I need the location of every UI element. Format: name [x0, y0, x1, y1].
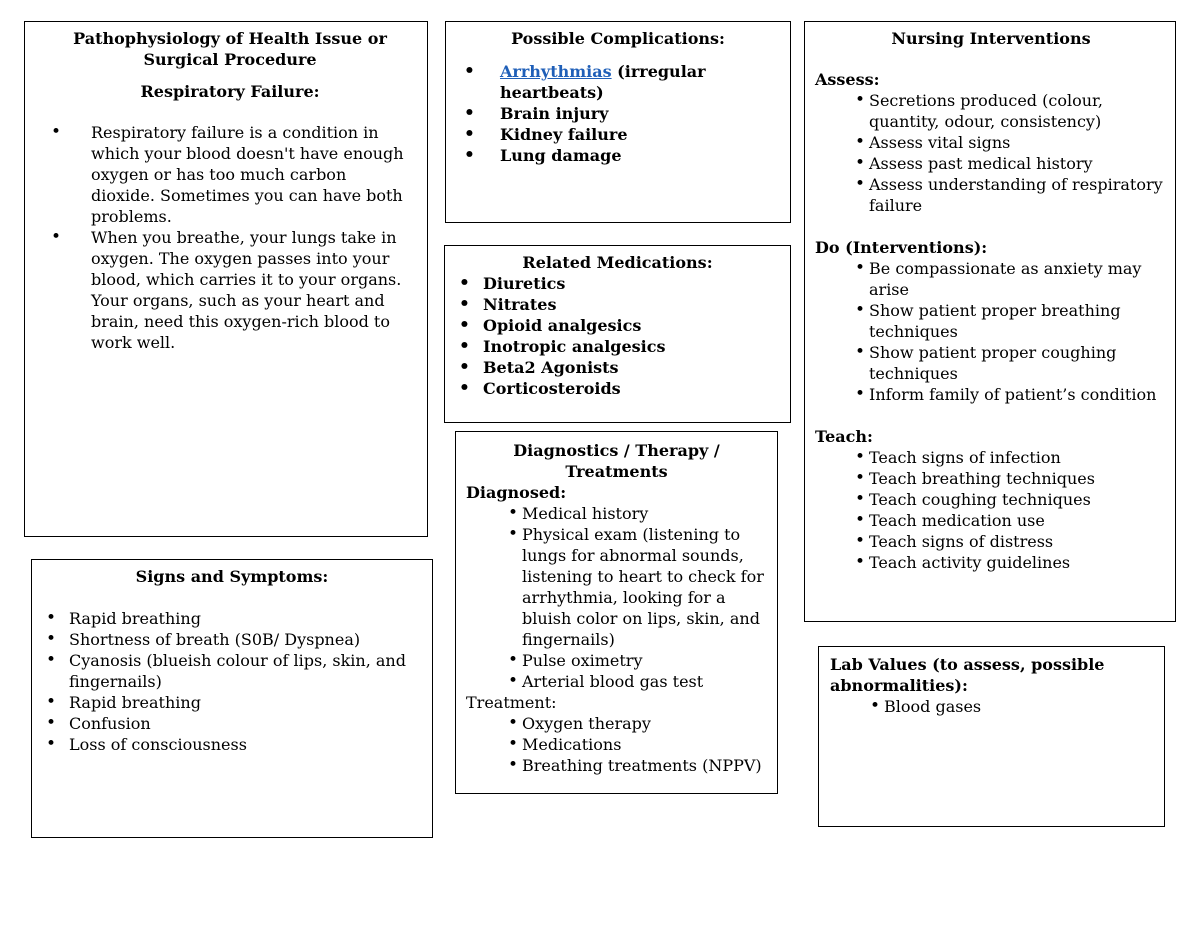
medications-list — [453, 273, 782, 399]
arrhythmias-link[interactable]: Arrhythmias — [500, 62, 612, 81]
arrhythmias-description: (irregular heartbeats) — [500, 62, 706, 102]
list-item: • Teach coughing techniques — [849, 489, 1167, 510]
diagnosed-list — [466, 503, 767, 692]
list-item — [458, 61, 778, 103]
list-item: • Teach signs of infection — [849, 447, 1167, 468]
pathophysiology-title: Pathophysiology of Health Issue or Surgical Procedure — [73, 29, 387, 69]
list-item: • Inotropic analgesics — [453, 336, 782, 357]
respiratory-failure-heading: Respiratory Failure: — [140, 82, 320, 101]
list-item: • Teach medication use — [849, 510, 1167, 531]
list-item: • Shortness of breath (S0B/ Dyspnea) — [40, 629, 424, 650]
list-item: • Oxygen therapy — [502, 713, 767, 734]
lab-values-title: Lab Values (to assess, possible abnormalities): — [830, 655, 1105, 695]
list-item: • Be compassionate as anxiety may arise — [849, 258, 1167, 300]
list-item: • Nitrates — [453, 294, 782, 315]
list-item: • Rapid breathing — [40, 692, 424, 713]
list-item: • Breathing treatments (NPPV) — [502, 755, 767, 776]
teach-label: Teach: — [815, 427, 873, 446]
signs-symptoms-title: Signs and Symptoms: — [135, 567, 329, 586]
signs-symptoms-list — [40, 608, 424, 755]
nursing-interventions-title: Nursing Interventions — [891, 29, 1091, 48]
list-item: • Corticosteroids — [453, 378, 782, 399]
list-item: • Blood gases — [864, 696, 1154, 717]
list-item: • Assess past medical history — [849, 153, 1167, 174]
list-item: • When you breathe, your lungs take in oxygen. The oxygen passes into your blood, which carries it to your organs. Your organs, such as your heart and brain, need this oxygen-rich blood to work well. — [45, 227, 415, 353]
list-item: • Cyanosis (blueish colour of lips, skin, and fingernails) — [40, 650, 424, 692]
treatment-list — [466, 713, 767, 776]
list-item: • Physical exam (listening to lungs for abnormal sounds, listening to heart to check for arrhythmia, looking for a bluish color on lips, skin, and fingernails) — [502, 524, 767, 650]
list-item: • Rapid breathing — [40, 608, 424, 629]
complications-list — [458, 61, 778, 166]
list-item: • Loss of consciousness — [40, 734, 424, 755]
list-item: • Teach breathing techniques — [849, 468, 1167, 489]
diagnostics-title: Diagnostics / Therapy / Treatments — [513, 441, 720, 481]
list-item: • Assess vital signs — [849, 132, 1167, 153]
diagnosed-label: Diagnosed: — [466, 483, 567, 502]
list-item: • Beta2 Agonists — [453, 357, 782, 378]
lab-values-box — [818, 646, 1165, 827]
list-item: • Secretions produced (colour, quantity, odour, consistency) — [849, 90, 1167, 132]
pathophysiology-box — [24, 21, 428, 537]
list-item: • Pulse oximetry — [502, 650, 767, 671]
list-item: • Diuretics — [453, 273, 782, 294]
list-item: • Lung damage — [458, 145, 778, 166]
list-item: • Teach signs of distress — [849, 531, 1167, 552]
list-item: • Show patient proper coughing techniques — [849, 342, 1167, 384]
medications-box — [444, 245, 791, 423]
treatment-label: Treatment: — [466, 693, 557, 712]
signs-symptoms-box — [31, 559, 433, 838]
list-item: • Opioid analgesics — [453, 315, 782, 336]
teach-list — [815, 447, 1167, 573]
nursing-interventions-box — [804, 21, 1176, 622]
do-interventions-label: Do (Interventions): — [815, 238, 988, 257]
list-item: • Brain injury — [458, 103, 778, 124]
pathophysiology-list — [63, 122, 415, 353]
list-item: • Respiratory failure is a condition in which your blood doesn't have enough oxygen or has too much carbon dioxide. Sometimes you can have both problems. — [45, 122, 415, 227]
list-item: • Confusion — [40, 713, 424, 734]
list-item: • Kidney failure — [458, 124, 778, 145]
list-item: • Show patient proper breathing techniques — [849, 300, 1167, 342]
assess-label: Assess: — [815, 70, 880, 89]
lab-values-list — [830, 696, 1154, 717]
list-item: • Medical history — [502, 503, 767, 524]
medications-title: Related Medications: — [522, 253, 713, 272]
list-item: • Inform family of patient’s condition — [849, 384, 1167, 405]
list-item: • Medications — [502, 734, 767, 755]
list-item: • Assess understanding of respiratory failure — [849, 174, 1167, 216]
complications-title: Possible Complications: — [511, 29, 725, 48]
assess-list — [815, 90, 1167, 216]
diagnostics-box — [455, 431, 778, 794]
list-item: • Arterial blood gas test — [502, 671, 767, 692]
list-item: • Teach activity guidelines — [849, 552, 1167, 573]
complications-box — [445, 21, 791, 223]
do-interventions-list — [815, 258, 1167, 405]
